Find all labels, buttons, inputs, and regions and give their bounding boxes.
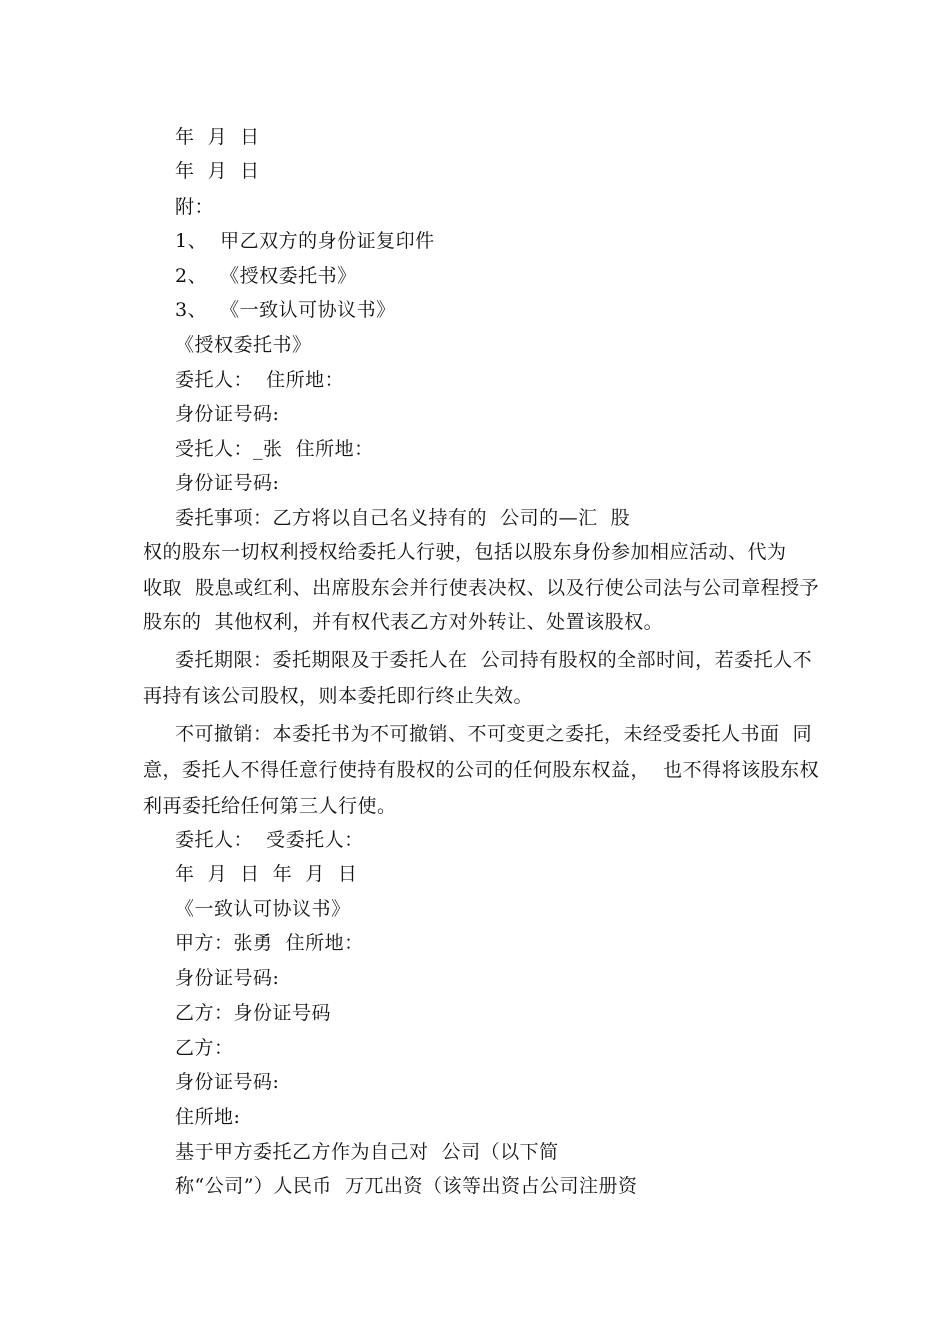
term-paragraph-line: 再持有该公司股权，则本委托即行终止失效。: [143, 685, 534, 707]
matters-paragraph-line: 委托事项：乙方将以自己名义持有的 公司的—汇 股: [175, 507, 631, 529]
agent-line: 受托人：_张 住所地：: [175, 438, 374, 460]
id-number-line: 身份证号码:: [175, 1071, 280, 1093]
attachment-item-3: 3、 《一致认可协议书》: [175, 299, 396, 321]
attachment-item-1: 1、 甲乙双方的身份证复印件: [175, 230, 435, 252]
id-number-line: 身份证号码:: [175, 472, 280, 494]
id-number-line: 身份证号码:: [175, 967, 280, 989]
matters-paragraph-line: 收取 股息或红利、出席股东会并行使表决权、以及行使公司法与公司章程授予: [143, 577, 820, 599]
irrevocable-paragraph-line: 利再委托给任何第三人行使。: [143, 795, 397, 817]
party-a-line: 甲方：张勇 住所地：: [175, 932, 364, 954]
date-line-1: 年 月 日: [175, 126, 260, 148]
irrevocable-paragraph-line: 意，委托人不得任意行使持有股权的公司的任何股东权益， 也不得将该股东权: [143, 759, 820, 781]
term-paragraph-line: 委托期限：委托期限及于委托人在 公司持有股权的全部时间，若委托人不: [175, 649, 813, 671]
address-line: 住所地:: [175, 1106, 241, 1128]
attachment-item-2: 2、 《授权委托书》: [175, 265, 357, 287]
matters-paragraph-line: 股东的 其他权利，并有权代表乙方对外转让、处置该股权。: [143, 611, 664, 633]
id-number-line: 身份证号码:: [175, 403, 280, 425]
principal-line: 委托人： 住所地：: [175, 369, 345, 391]
section-title-authorization: 《授权委托书》: [175, 334, 312, 356]
party-b-line: 乙方：身份证号码: [175, 1002, 332, 1024]
basis-paragraph-line: 基于甲方委托乙方作为自己对 公司（以下简: [175, 1141, 559, 1163]
matters-paragraph-line: 权的股东一切权利授权给委托人行驶，包括以股东身份参加相应活动、代为: [143, 541, 787, 563]
party-b-line: 乙方：: [175, 1037, 234, 1059]
attachment-heading: 附：: [175, 196, 215, 218]
irrevocable-paragraph-line: 不可撤销：本委托书为不可撤销、不可变更之委托，未经受委托人书面 同: [175, 723, 813, 745]
basis-paragraph-line: 称“公司”）人民币 万兀出资（该等出资占公司注册资: [175, 1175, 638, 1197]
signature-date-line: 年 月 日 年 月 日: [175, 863, 358, 885]
section-title-agreement: 《一致认可协议书》: [175, 898, 351, 920]
signature-line: 委托人： 受委托人：: [175, 829, 364, 851]
date-line-2: 年 月 日: [175, 160, 260, 182]
